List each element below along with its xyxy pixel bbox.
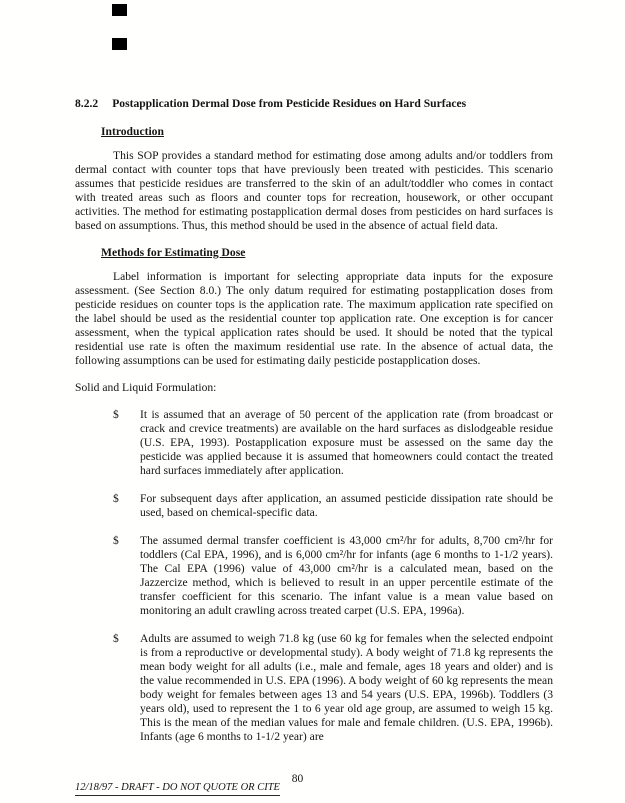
- bullet-text: For subsequent days after application, an assumed pesticide dissipation rate should be used, based on chemical-specific data.: [140, 492, 553, 519]
- bullet-item: [75, 534, 553, 618]
- bullet-list: [75, 408, 553, 744]
- scan-artifact-mark: [112, 38, 127, 50]
- footer-draft-notice: 12/18/97 - DRAFT - DO NOT QUOTE OR CITE: [75, 782, 280, 796]
- document-heading: [75, 97, 553, 111]
- bullet-text: Adults are assumed to weigh 71.8 kg (use 60 kg for females when the selected endpoint is from a reproductive or developmental study). A body weight of 71.8 kg represents the mean body weight for all adults (i.e., male and female, ages 18 years and older) and is the value recommended in U.S. EPA (1996). A body weight of 60 kg represents the mean body weight for females between ages 13 and 54 years (U.S. EPA, 1996b). Toddlers (3 years old), used to represent the 1 to 6 year old age group, are assumed to weigh 15 kg. This is the mean of the median values for male and female children. (U.S. EPA, 1996b). Infants (age 6 months to 1-1/2 year) are: [140, 632, 554, 743]
- bullet-item: [75, 632, 553, 744]
- section-number: 8.2.2: [75, 97, 99, 110]
- section-title: Postapplication Dermal Dose from Pesticide Residues on Hard Surfaces: [112, 97, 467, 110]
- page-number: 80: [291, 773, 304, 785]
- introduction-heading: Introduction: [101, 125, 164, 138]
- bullet-marker: $: [113, 492, 119, 505]
- scan-artifact-mark: [112, 4, 127, 16]
- introduction-paragraph: This SOP provides a standard method for estimating dose among adults and/or toddlers from dermal contact with counter tops that have previously been treated with pesticides. This scenario assumes that pesticide residues are transferred to the skin of an adult/toddler who comes in contact with treated areas such as floors and counter tops for recreation, housework, or other occupant activities. The method for estimating postapplication dermal doses from pesticides on hard surfaces is based on assumptions. Thus, this method should be used in the absence of actual field data.: [75, 149, 553, 232]
- bullet-text: It is assumed that an average of 50 percent of the application rate (from broadcast or crack and crevice treatments) are available on the hard surfaces as dislodgeable residue (U.S. EPA, 1993). Postapplication exposure must be assessed on the same day the pesticide was applied because it is assumed that homeowners could contact the treated hard surfaces immediately after application.: [140, 408, 553, 477]
- bullet-marker: $: [113, 408, 119, 421]
- bullet-item: [75, 408, 553, 478]
- bullet-marker: $: [113, 534, 119, 547]
- bullet-marker: $: [113, 632, 119, 645]
- document-content: [75, 97, 553, 758]
- bullet-text: The assumed dermal transfer coefficient is 43,000 cm²/hr for adults, 8,700 cm²/hr for toddlers (Cal EPA, 1996), and is 6,000 cm²/hr for infants (age 6 months to 1-1/2 years). The Cal EPA (1996) value of 43,000 cm²/hr is a calculated mean, based on the Jazzercize method, which is believed to result in an upper percentile estimate of the transfer coefficient for this scenario. The infant value is a mean value based on monitoring an adult crawling across treated carpet (U.S. EPA, 1996a).: [140, 534, 553, 617]
- bullet-item: [75, 492, 553, 520]
- methods-heading: Methods for Estimating Dose: [101, 246, 246, 259]
- formulation-label: Solid and Liquid Formulation:: [75, 381, 217, 394]
- methods-paragraph: Label information is important for selecting appropriate data inputs for the exposure assessment. (See Section 8.0.) The only datum required for estimating postapplication doses from pesticide residues on counter tops is the application rate. The maximum application rate specified on the label should be used as the residential counter top application rate. One exception is for cancer assessment, when the typical application rates should be used. It should be noted that the typical residential use rate is often the maximum residential use rate. In the absence of actual data, the following assumptions can be used for estimating daily pesticide postapplication doses.: [75, 270, 553, 367]
